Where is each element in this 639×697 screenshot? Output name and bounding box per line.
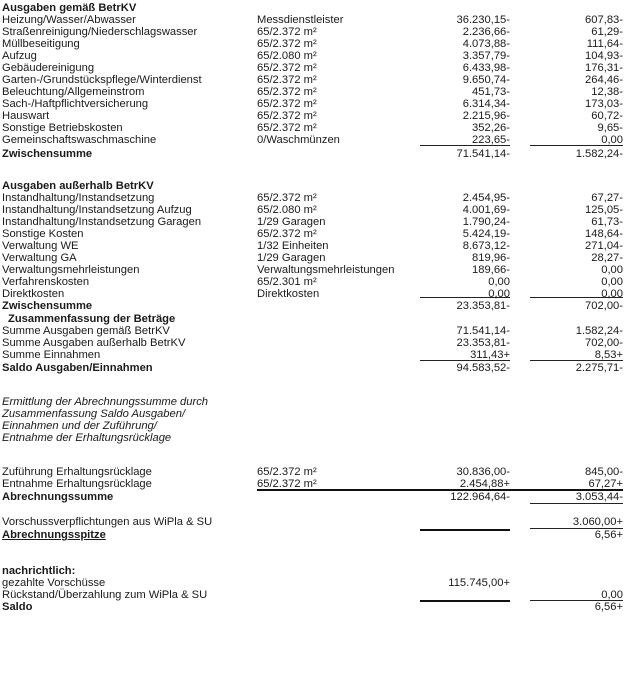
row-label: Instandhaltung/Instandsetzung Garagen [2, 216, 202, 228]
statement-row [0, 300, 639, 312]
row-total-amount: 9.650,74- [462, 74, 510, 86]
statement-row [0, 14, 639, 26]
statement-row [0, 216, 639, 228]
row-key: 65/2.301 m² [257, 276, 317, 288]
row-share-amount: 2.275,71- [575, 362, 623, 374]
row-label: Entnahme Erhaltungsrücklage [2, 478, 152, 490]
row-label: Instandhaltung/Instandsetzung [2, 192, 155, 204]
row-share-amount: 67,27- [591, 192, 623, 204]
row-share-amount: 9,65- [597, 122, 623, 134]
row-key: 65/2.372 m² [257, 26, 317, 38]
row-share-amount: 12,38- [591, 86, 623, 98]
rule-subtotal2-col3 [420, 297, 510, 298]
statement-row [0, 192, 639, 204]
row-share-amount: 6,56+ [594, 529, 623, 541]
row-total-amount: 311,43+ [470, 349, 510, 361]
rule-vorschuss-col4 [530, 528, 623, 529]
row-total-amount: 2.454,95- [462, 192, 510, 204]
row-key: 65/2.372 m² [257, 122, 317, 134]
rule-subtotal2-col4 [530, 297, 623, 298]
row-label: nachrichtlich: [2, 565, 76, 577]
row-share-amount: 1.582,24- [575, 148, 623, 160]
statement-row [0, 26, 639, 38]
row-total-amount: 189,66- [472, 264, 510, 276]
row-total-amount: 115.745,00+ [448, 577, 510, 589]
row-total-amount: 0,00 [488, 288, 510, 300]
statement-row [0, 577, 639, 589]
row-label: Ausgaben außerhalb BetrKV [2, 180, 154, 192]
statement-row [0, 337, 639, 349]
row-key: 65/2.372 m² [257, 478, 317, 490]
row-total-amount: 2.236,66- [462, 26, 510, 38]
row-share-amount: 176,31- [585, 62, 623, 74]
row-label: Gebäudereinigung [2, 62, 95, 74]
rule-subtotal1-col3 [420, 145, 510, 146]
row-share-amount: 28,27- [591, 252, 623, 264]
row-share-amount: 702,00- [585, 337, 623, 349]
row-share-amount: 264,46- [585, 74, 623, 86]
row-total-amount: 71.541,14- [456, 325, 510, 337]
row-total-amount: 451,73- [472, 86, 510, 98]
row-key: 0/Waschmünzen [257, 134, 340, 146]
row-label: Vorschussverpflichtungen aus WiPla & SU [2, 516, 213, 528]
row-label: Sonstige Kosten [2, 228, 84, 240]
row-key: Messdienstleister [257, 14, 344, 26]
row-key: 1/29 Garagen [257, 216, 326, 228]
row-label: Saldo [2, 601, 33, 613]
row-share-amount: 8,53+ [594, 349, 623, 361]
row-share-amount: 0,00 [601, 589, 623, 601]
statement-row [0, 228, 639, 240]
statement-row [0, 325, 639, 337]
rule-vorschuss [420, 529, 510, 531]
row-key: Verwaltungsmehrleistungen [257, 264, 395, 276]
row-label: Sonstige Betriebskosten [2, 122, 123, 134]
row-key: 65/2.080 m² [257, 50, 317, 62]
row-key: 65/2.372 m² [257, 98, 317, 110]
statement-row [0, 38, 639, 50]
row-share-amount: 61,29- [591, 26, 623, 38]
statement-row [0, 252, 639, 264]
row-share-amount: 0,00 [601, 134, 623, 146]
row-key: 65/2.372 m² [257, 38, 317, 50]
statement-row [0, 601, 639, 613]
statement-row [0, 516, 639, 528]
row-total-amount: 2.454,88+ [459, 478, 510, 490]
row-share-amount: 173,03- [585, 98, 623, 110]
row-key: 65/2.372 m² [257, 62, 317, 74]
statement-row [0, 148, 639, 160]
row-total-amount: 6.314,34- [462, 98, 510, 110]
rule-final-col4 [530, 600, 623, 601]
row-share-amount: 702,00- [585, 300, 623, 312]
row-share-amount: 125,05- [585, 204, 623, 216]
statement-row [0, 420, 639, 432]
row-label: Ausgaben gemäß BetrKV [2, 2, 137, 14]
row-label: Rückstand/Überzahlung zum WiPla & SU [2, 589, 208, 601]
row-key: 65/2.372 m² [257, 192, 317, 204]
row-label: Instandhaltung/Instandsetzung Aufzug [2, 204, 192, 216]
row-total-amount: 23.353,81- [456, 337, 510, 349]
row-share-amount: 60,72- [591, 110, 623, 122]
row-label: Direktkosten [2, 288, 65, 300]
statement-row [0, 529, 639, 541]
statement-row [0, 288, 639, 300]
row-share-amount: 3.060,00+ [572, 516, 623, 528]
row-label: Aufzug [2, 50, 37, 62]
row-label: gezahlte Vorschüsse [2, 577, 106, 589]
row-share-amount: 0,00 [601, 276, 623, 288]
row-total-amount: 4.001,69- [462, 204, 510, 216]
statement-row [0, 122, 639, 134]
row-share-amount: 111,64- [586, 38, 623, 50]
statement-row [0, 432, 639, 444]
row-label: Zwischensumme [2, 148, 93, 160]
row-label: Hauswart [2, 110, 50, 122]
row-label: Ermittlung der Abrechnungssumme durch [2, 396, 209, 408]
row-label: Zusammenfassung Saldo Ausgaben/ [2, 408, 186, 420]
statement-row [0, 264, 639, 276]
rule-abrechnung-col4 [530, 503, 623, 504]
row-total-amount: 8.673,12- [462, 240, 510, 252]
statement-row [0, 491, 639, 503]
statement-row [0, 2, 639, 14]
statement-row [0, 240, 639, 252]
row-total-amount: 36.230,15- [456, 14, 510, 26]
row-label: Summe Ausgaben außerhalb BetrKV [2, 337, 186, 349]
statement-row [0, 98, 639, 110]
row-total-amount: 4.073,88- [462, 38, 510, 50]
row-share-amount: 271,04- [585, 240, 623, 252]
row-label: Heizung/Wasser/Abwasser [2, 14, 136, 26]
row-key: 65/2.372 m² [257, 228, 317, 240]
row-key: 65/2.372 m² [257, 110, 317, 122]
row-total-amount: 6.433,98- [462, 62, 510, 74]
row-total-amount: 0,00 [488, 276, 510, 288]
row-key: 65/2.080 m² [257, 204, 317, 216]
row-label: Zusammenfassung der Beträge [8, 313, 176, 325]
row-share-amount: 0,00 [601, 264, 623, 276]
row-share-amount: 1.582,24- [575, 325, 623, 337]
statement-row [0, 86, 639, 98]
row-total-amount: 94.583,52- [456, 362, 510, 374]
statement-row [0, 396, 639, 408]
statement-row [0, 110, 639, 122]
row-label: Summe Ausgaben gemäß BetrKV [2, 325, 170, 337]
row-total-amount: 223,65- [472, 134, 510, 146]
statement-row [0, 180, 639, 192]
rule-saldo-col3 [420, 360, 510, 361]
row-share-amount: 3.053,44- [575, 491, 623, 503]
statement-row [0, 408, 639, 420]
statement-row [0, 204, 639, 216]
row-key: Direktkosten [257, 288, 320, 300]
statement-row [0, 565, 639, 577]
row-share-amount: 607,83- [585, 14, 623, 26]
row-share-amount: 845,00- [585, 466, 623, 478]
row-total-amount: 71.541,14- [456, 148, 510, 160]
row-label: Verwaltung WE [2, 240, 79, 252]
statement-row [0, 62, 639, 74]
row-key: 1/32 Einheiten [257, 240, 329, 252]
rule-saldo-col4 [530, 360, 623, 361]
row-label: Müllbeseitigung [2, 38, 80, 50]
row-label: Summe Einnahmen [2, 349, 101, 361]
row-label: Abrechnungssumme [2, 491, 114, 503]
row-label: Gemeinschaftswaschmaschine [2, 134, 157, 146]
row-share-amount: 0,00 [601, 288, 623, 300]
rule-final [420, 600, 510, 602]
row-label: Einnahmen und der Zuführung/ [2, 420, 157, 432]
statement-row [0, 362, 639, 374]
row-total-amount: 122.964,64- [450, 491, 510, 503]
row-label: Verwaltung GA [2, 252, 77, 264]
row-label: Beleuchtung/Allgemeinstrom [2, 86, 145, 98]
row-label: Verfahrenskosten [2, 276, 90, 288]
row-key: 1/29 Garagen [257, 252, 326, 264]
row-label: Garten-/Grundstückspflege/Winterdienst [2, 74, 202, 86]
row-total-amount: 819,96- [472, 252, 510, 264]
row-share-amount: 61,73- [591, 216, 623, 228]
row-key: 65/2.372 m² [257, 86, 317, 98]
row-label: Zwischensumme [2, 300, 93, 312]
row-label: Saldo Ausgaben/Einnahmen [2, 362, 153, 374]
statement-row [0, 276, 639, 288]
row-label: Verwaltungsmehrleistungen [2, 264, 140, 276]
statement-row [0, 466, 639, 478]
row-share-amount: 104,93- [585, 50, 623, 62]
row-total-amount: 1.790,24- [462, 216, 510, 228]
statement-row [0, 313, 639, 325]
row-total-amount: 23.353,81- [456, 300, 510, 312]
row-key: 65/2.372 m² [257, 466, 317, 478]
row-label: Abrechnungsspitze [2, 529, 106, 541]
row-key: 65/2.372 m² [257, 74, 317, 86]
statement-row [0, 74, 639, 86]
row-label: Entnahme der Erhaltungsrücklage [2, 432, 172, 444]
row-label: Straßenreinigung/Niederschlagswasser [2, 26, 198, 38]
row-label: Sach-/Haftpflichtversicherung [2, 98, 149, 110]
row-total-amount: 2.215,96- [462, 110, 510, 122]
rule-subtotal1-col4 [530, 145, 623, 146]
row-total-amount: 3.357,79- [462, 50, 510, 62]
row-share-amount: 67,27+ [588, 478, 623, 490]
row-total-amount: 30.836,00- [456, 466, 510, 478]
row-total-amount: 5.424,19- [462, 228, 510, 240]
row-share-amount: 6,56+ [594, 601, 623, 613]
row-share-amount: 148,64- [585, 228, 623, 240]
rule-abrechnung [257, 489, 623, 491]
row-label: Zuführung Erhaltungsrücklage [2, 466, 152, 478]
row-total-amount: 352,26- [472, 122, 510, 134]
statement-row [0, 50, 639, 62]
